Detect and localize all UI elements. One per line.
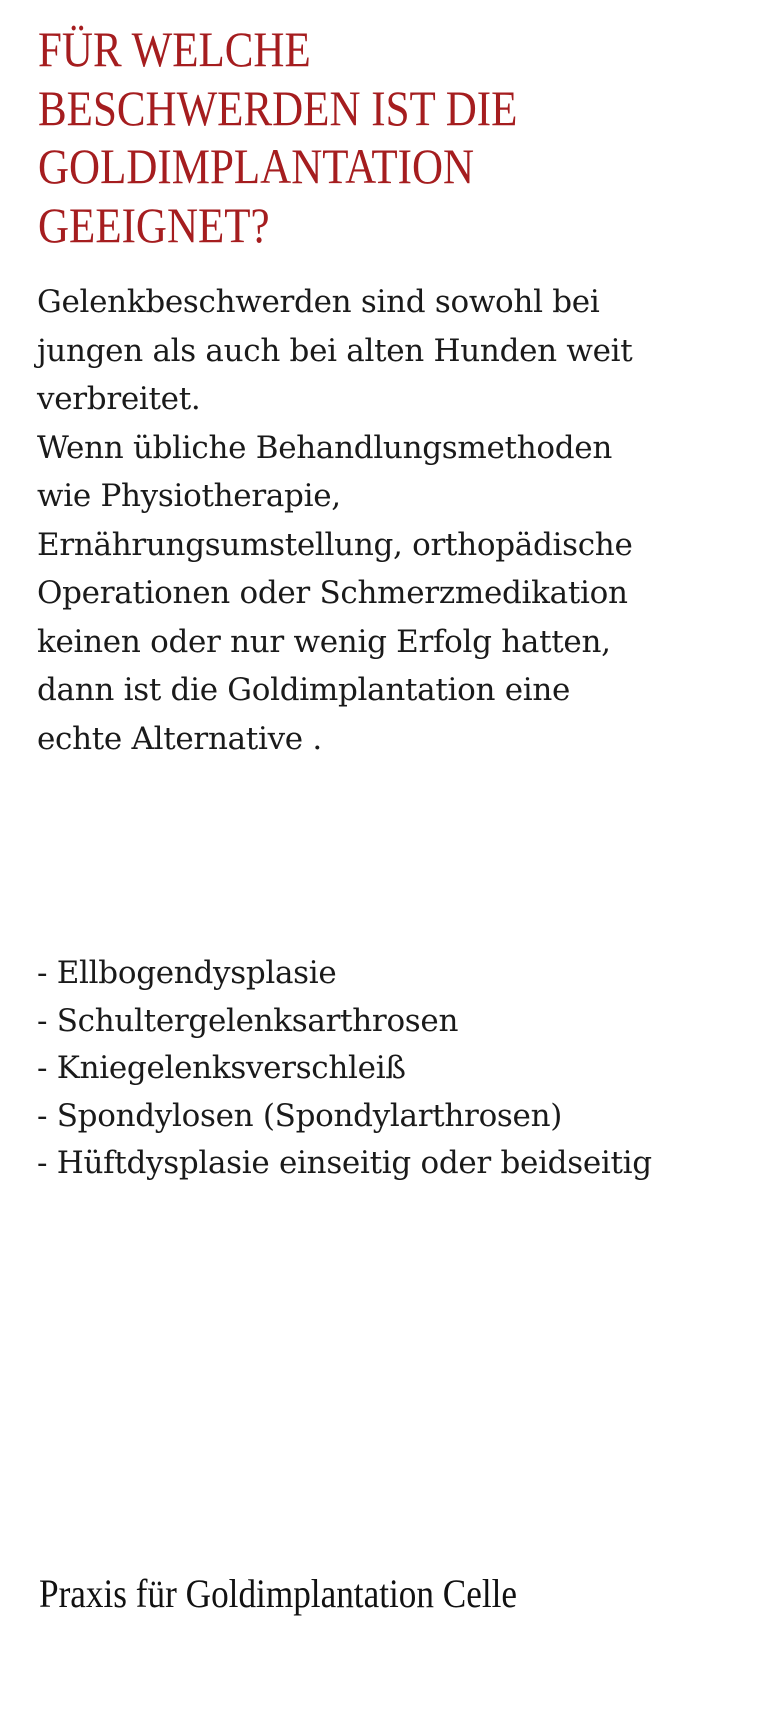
title-line: GOLDIMPLANTATION bbox=[38, 138, 475, 194]
practice-name: Praxis für Goldimplantation Celle bbox=[39, 1571, 518, 1616]
intro-line: Wenn übliche Behandlungsmethoden bbox=[37, 429, 612, 466]
intro-line: wie Physiotherapie, bbox=[37, 478, 341, 514]
intro-line: jungen als auch bei alten Hunden weit bbox=[37, 332, 633, 369]
list-item: - Schultergelenksarthrosen bbox=[37, 1002, 459, 1039]
title-line: FÜR WELCHE bbox=[38, 21, 311, 77]
list-item: - Spondylosen (Spondylarthrosen) bbox=[37, 1097, 563, 1134]
title-line: BESCHWERDEN IST DIE bbox=[38, 79, 518, 136]
intro-line: Gelenkbeschwerden sind sowohl bei bbox=[37, 284, 600, 320]
intro-line: Ernährungsumstellung, orthopädische bbox=[37, 526, 633, 563]
conditions-list bbox=[37, 950, 652, 1188]
intro-line: Operationen oder Schmerzmedikation bbox=[37, 575, 628, 611]
page-title bbox=[38, 20, 595, 254]
intro-line: verbreitet. bbox=[37, 381, 201, 417]
intro-line: echte Alternative . bbox=[37, 720, 322, 757]
intro-line: keinen oder nur wenig Erfolg hatten, bbox=[37, 623, 611, 660]
title-line: GEEIGNET? bbox=[38, 196, 270, 253]
intro-paragraph bbox=[37, 278, 632, 763]
list-item: - Ellbogendysplasie bbox=[37, 955, 337, 991]
list-item: - Kniegelenksverschleiß bbox=[37, 1050, 406, 1086]
intro-line: dann ist die Goldimplantation eine bbox=[37, 672, 571, 708]
list-item: - Hüftdysplasie einseitig oder beidseitig bbox=[37, 1145, 652, 1181]
